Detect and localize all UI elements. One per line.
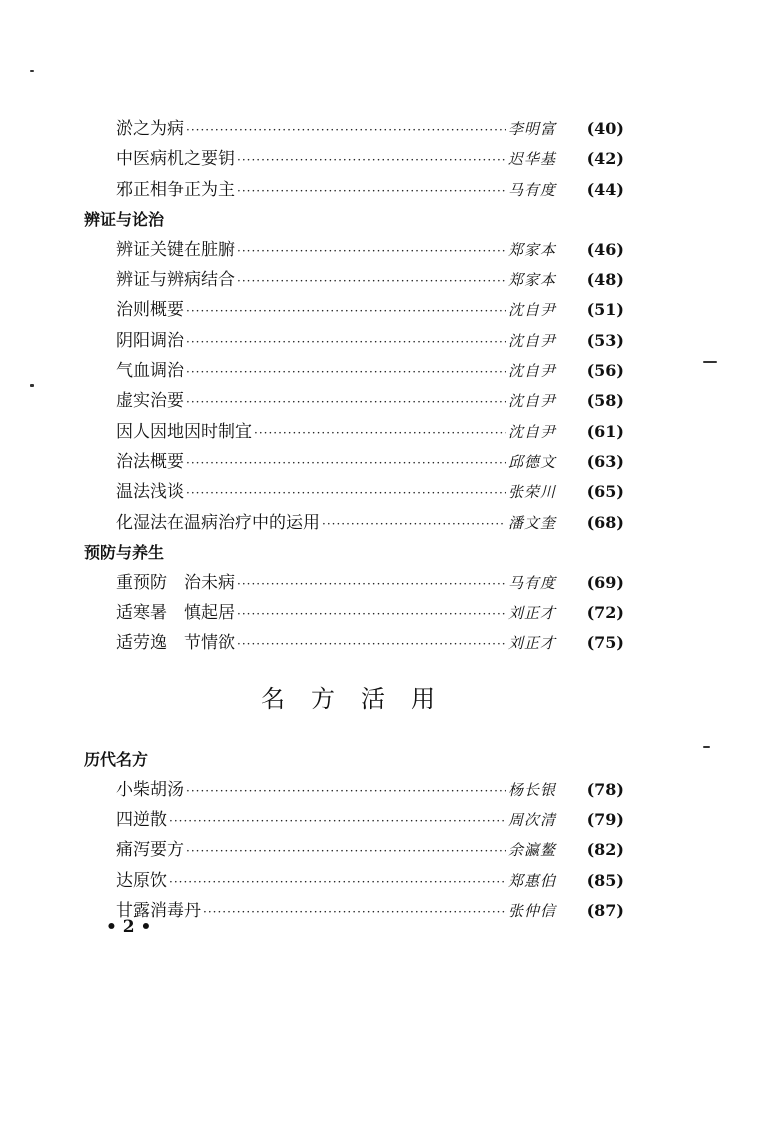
toc-entry (84, 175, 624, 205)
toc-entry (84, 265, 624, 295)
toc-entry (84, 835, 624, 865)
entry-title: 虚实治要 (116, 391, 184, 412)
entry-title: 淤之为病 (116, 119, 184, 139)
toc-entry (84, 598, 624, 628)
scan-speck (30, 384, 34, 387)
leader-dots (186, 327, 506, 357)
toc-section (84, 745, 624, 926)
toc-entry (84, 896, 624, 926)
leader-dots (186, 776, 506, 806)
scan-speck (30, 70, 34, 72)
entry-page: (82) (586, 840, 624, 860)
scan-speck (703, 746, 710, 748)
entry-title: 四逆散 (116, 810, 167, 831)
toc-entry (84, 386, 624, 416)
leader-dots (237, 236, 506, 266)
entry-author: 马有度 (508, 573, 557, 592)
entry-author: 余瀛鳌 (508, 841, 557, 860)
entry-title: 化湿法在温病治疗中的运用 (116, 512, 320, 533)
entry-author: 周次清 (508, 811, 557, 830)
toc-entry (84, 477, 624, 507)
entry-title: 重预防 治未病 (116, 572, 235, 593)
entry-author: 潘文奎 (508, 513, 557, 532)
entry-title: 治法概要 (116, 451, 184, 472)
entry-title: 适劳逸 节情欲 (116, 633, 235, 654)
leader-dots (186, 387, 506, 417)
entry-author: 郑家本 (508, 271, 557, 290)
toc-entry (84, 568, 624, 598)
entry-page: (63) (586, 451, 624, 471)
leader-dots (322, 509, 506, 539)
page-number: • 2 • (106, 917, 152, 937)
entry-author: 沈自尹 (508, 331, 557, 350)
table-of-contents (84, 114, 624, 926)
entry-author: 沈自尹 (508, 422, 557, 441)
entry-author: 杨长银 (508, 780, 557, 799)
leader-dots (237, 569, 506, 599)
entry-title: 阴阳调治 (116, 330, 184, 351)
entry-title: 小柴胡汤 (116, 779, 184, 800)
entry-author: 沈自尹 (508, 392, 557, 411)
leader-dots (237, 266, 506, 296)
toc-entry (84, 114, 624, 144)
entry-page: (68) (586, 512, 624, 532)
leader-dots (186, 296, 506, 326)
entry-title: 达原饮 (116, 870, 167, 891)
leader-dots (186, 478, 506, 508)
entry-author: 迟华基 (508, 150, 557, 169)
entry-page: (42) (586, 149, 624, 169)
leader-dots (237, 176, 506, 206)
entry-author: 沈自尹 (508, 301, 557, 320)
entry-page: (61) (586, 421, 624, 441)
entry-page: (75) (586, 633, 624, 653)
leader-dots (237, 599, 506, 629)
toc-entry (84, 144, 624, 174)
section-heading: 预防与养生 (84, 542, 165, 562)
entry-title: 辨证与辨病结合 (116, 270, 235, 291)
toc-section (84, 538, 624, 659)
leader-dots (186, 115, 506, 145)
entry-title: 甘露消毒丹 (116, 900, 201, 921)
entry-page: (72) (586, 603, 624, 623)
toc-section (84, 114, 624, 205)
section-heading: 历代名方 (84, 749, 149, 769)
entry-title: 治则概要 (116, 300, 184, 321)
entry-author: 张荣川 (508, 483, 557, 502)
toc-section (84, 205, 624, 538)
entry-page: (56) (586, 361, 624, 381)
leader-dots (186, 836, 506, 866)
entry-page: (44) (586, 179, 624, 199)
leader-dots (237, 629, 506, 659)
entry-title: 辨证关键在脏腑 (116, 239, 235, 260)
entry-title: 适寒暑 慎起居 (116, 603, 235, 624)
leader-dots (203, 897, 506, 927)
toc-entry (84, 417, 624, 447)
scan-speck (703, 361, 717, 363)
entry-page: (48) (586, 270, 624, 290)
toc-entry (84, 866, 624, 896)
entry-page: (58) (586, 391, 624, 411)
entry-title: 因人因地因时制宜 (116, 421, 252, 442)
entry-author: 郑惠伯 (508, 871, 557, 890)
section-heading: 辨证与论治 (84, 209, 165, 229)
entry-author: 张仲信 (508, 901, 557, 920)
leader-dots (186, 448, 506, 478)
toc-entry (84, 295, 624, 325)
entry-title: 邪正相争正为主 (116, 179, 235, 200)
leader-dots (169, 867, 506, 897)
entry-author: 刘正才 (508, 634, 557, 653)
entry-page: (79) (586, 810, 624, 830)
entry-page: (40) (586, 119, 624, 138)
leader-dots (237, 145, 506, 175)
entry-author: 刘正才 (508, 604, 557, 623)
toc-entry (84, 447, 624, 477)
entry-page: (51) (586, 300, 624, 320)
toc-entry (84, 235, 624, 265)
entry-title: 温法浅谈 (116, 482, 184, 503)
toc-entry (84, 326, 624, 356)
entry-author: 沈自尹 (508, 362, 557, 381)
leader-dots (254, 418, 506, 448)
toc-entry (84, 508, 624, 538)
toc-entry (84, 805, 624, 835)
entry-page: (85) (586, 870, 624, 890)
entry-title: 气血调治 (116, 361, 184, 382)
entry-page: (69) (586, 572, 624, 592)
entry-page: (65) (586, 482, 624, 502)
entry-page: (78) (586, 779, 624, 799)
entry-author: 马有度 (508, 180, 557, 199)
entry-author: 郑家本 (508, 240, 557, 259)
entry-author: 李明富 (508, 120, 557, 138)
entry-page: (87) (586, 900, 624, 920)
entry-title: 中医病机之要钥 (116, 149, 235, 170)
entry-page: (53) (586, 330, 624, 350)
entry-title: 痛泻要方 (116, 840, 184, 861)
part-title: 名方活用 (261, 684, 461, 713)
leader-dots (169, 806, 506, 836)
toc-entry (84, 628, 624, 658)
toc-entry (84, 356, 624, 386)
entry-author: 邱德文 (508, 452, 557, 471)
leader-dots (186, 357, 506, 387)
toc-entry (84, 775, 624, 805)
entry-page: (46) (586, 239, 624, 259)
